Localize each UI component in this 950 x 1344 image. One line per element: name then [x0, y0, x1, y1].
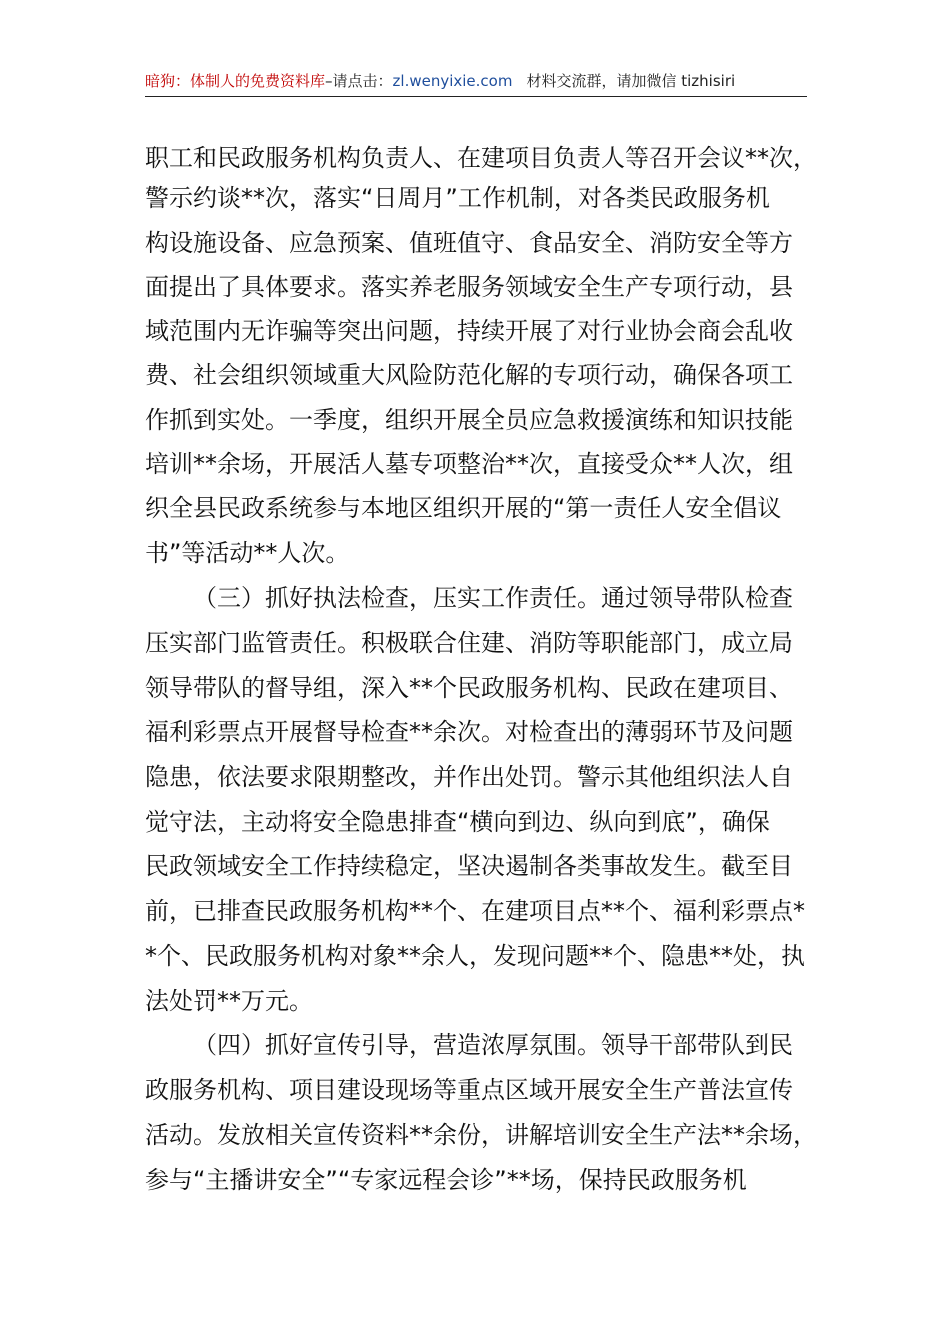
body-line: *个、民政服务机构对象**余人，发现问题**个、隐患**处，执 [145, 942, 805, 970]
body-line: 警示约谈**次，落实“日周月”工作机制，对各类民政服务机 [145, 184, 770, 212]
body-line: 职工和民政服务机构负责人、在建项目负责人等召开会议**次， [145, 144, 817, 172]
body-line: 域范围内无诈骗等突出问题，持续开展了对行业协会商会乱收 [145, 317, 793, 345]
body-line: 活动。发放相关宣传资料**余份，讲解培训安全生产法**余场， [145, 1121, 817, 1149]
page-header [145, 70, 807, 94]
section-heading-line: （四）抓好宣传引导，营造浓厚氛围。领导干部带队到民 [193, 1031, 793, 1059]
body-line: 民政领域安全工作持续稳定，坚决遏制各类事故发生。截至目 [145, 852, 793, 880]
body-line: 前，已排查民政服务机构**个、在建项目点**个、福利彩票点* [145, 897, 805, 925]
body-line: 培训**余场，开展活人墓专项整治**次，直接受众**人次，组 [145, 450, 793, 478]
body-line: 费、社会组织领域重大风险防范化解的专项行动，确保各项工 [145, 361, 793, 389]
body-line: 福利彩票点开展督导检查**余次。对检查出的薄弱环节及问题 [145, 718, 793, 746]
body-line: 织全县民政系统参与本地区组织开展的“第一责任人安全倡议 [145, 494, 782, 522]
body-line: 构设施设备、应急预案、值班值守、食品安全、消防安全等方 [145, 229, 793, 257]
body-line: 面提出了具体要求。落实养老服务领域安全生产专项行动，县 [145, 273, 793, 301]
header-site-name: 暗狗：体制人的免费资料库 [145, 72, 326, 90]
body-line: 参与“主播讲安全”“专家远程会诊”**场，保持民政服务机 [145, 1166, 747, 1194]
header-click-prompt: –请点击： [325, 72, 393, 90]
body-line: 作抓到实处。一季度，组织开展全员应急救援演练和知识技能 [145, 406, 793, 434]
body-line: 觉守法，主动将安全隐患排查“横向到边、纵向到底”，确保 [145, 808, 770, 836]
section-heading-line: （三）抓好执法检查，压实工作责任。通过领导带队检查 [193, 584, 793, 612]
body-line: 隐患，依法要求限期整改，并作出处罚。警示其他组织法人自 [145, 763, 793, 791]
header-wechat-note: 材料交流群，请加微信 tizhisiri [526, 72, 736, 90]
body-line: 压实部门监管责任。积极联合住建、消防等职能部门，成立局 [145, 629, 793, 657]
body-line: 领导带队的督导组，深入**个民政服务机构、民政在建项目、 [145, 674, 793, 702]
header-divider [145, 96, 807, 97]
header-url-link[interactable]: zl.wenyixie.com [392, 72, 513, 90]
body-line: 书”等活动**人次。 [145, 539, 350, 567]
body-line: 法处罚**万元。 [145, 987, 313, 1015]
body-line: 政服务机构、项目建设现场等重点区域开展安全生产普法宣传 [145, 1076, 793, 1104]
